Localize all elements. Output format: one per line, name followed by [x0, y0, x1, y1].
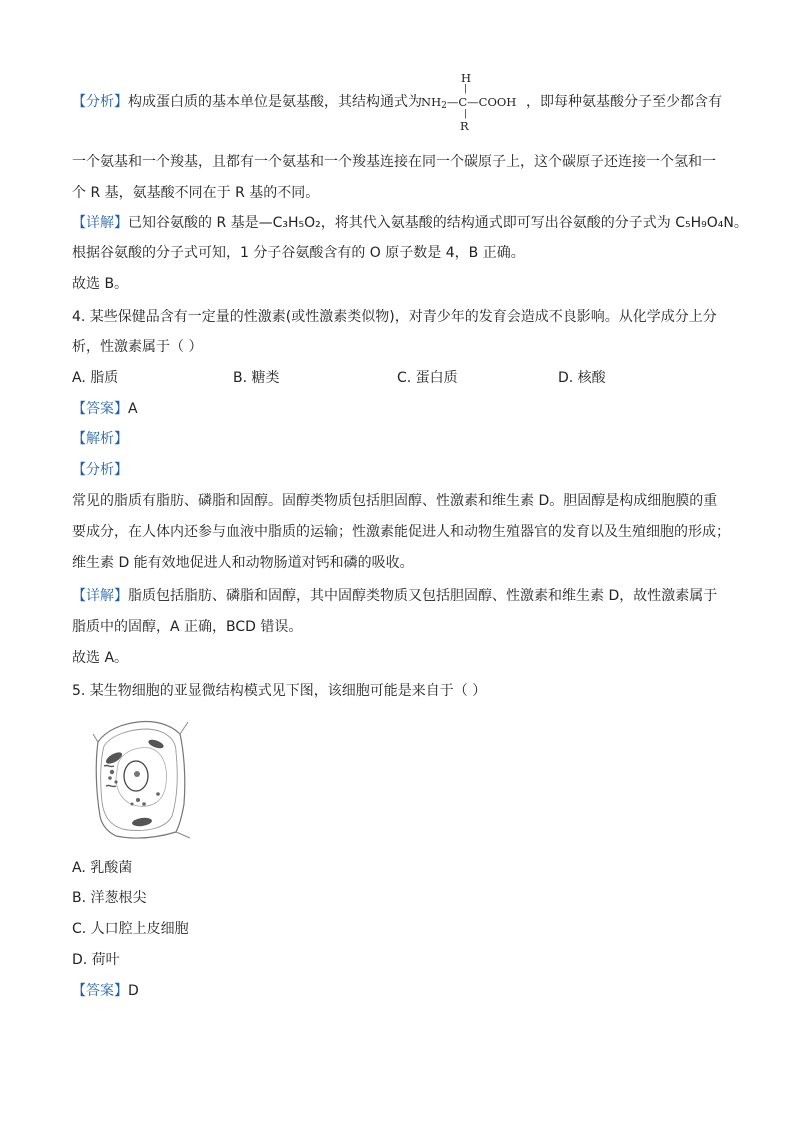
q4-analysis-line-2: 要成分，在人体内还参与血液中脂质的运输；性激素能促进人和动物生殖器官的发育以及生殖细胞的形成； [72, 524, 730, 540]
q4-detail-tag: 【详解】 [72, 588, 128, 604]
q4-detail-text-1: 脂质包括脂肪、磷脂和固醇，其中固醇类物质又包括胆固醇、性激素和维生素 D，故性激素属于 [128, 588, 718, 604]
q4-option-d: D. 核酸 [558, 370, 606, 386]
q4-conclusion: 故选 A。 [72, 650, 129, 666]
q5-answer-line [72, 981, 139, 1001]
formula-dash-1: — [446, 95, 459, 109]
formula-bond-up: | [464, 84, 468, 94]
formula-dash-2: — [467, 95, 479, 109]
formula-r: R [460, 119, 469, 133]
q5-option-a: A. 乳酸菌 [72, 860, 133, 876]
q3-analysis-line-3: 个 R 基，氨基酸不同在于 R 基的不同。 [72, 185, 320, 201]
q4-answer-line [72, 399, 138, 419]
formula-main-row [421, 96, 516, 113]
q3-detail-line-2: 根据谷氨酸的分子式可知，1 分子谷氨酸含有的 O 原子数是 4，B 正确。 [72, 245, 525, 261]
q4-answer-tag: 【答案】 [72, 401, 128, 417]
q3-detail-text-1: 已知谷氨酸的 R 基是—C₃H₅O₂，将其代入氨基酸的结构通式即可写出谷氨酸的分子式为 C₅H₉O₄N。 [128, 215, 748, 231]
q4-analysis-line-3: 维生素 D 能有效地促进人和动物肠道对钙和磷的吸收。 [72, 555, 414, 571]
q4-stem-line-2: 析，性激素属于（ ） [72, 339, 203, 355]
q3-detail-tag: 【详解】 [72, 215, 128, 231]
q3-analysis-tag: 【分析】 [72, 94, 128, 110]
q4-fenxi-tag: 【分析】 [72, 462, 128, 478]
q3-analysis-text-pre: 构成蛋白质的基本单位是氨基酸，其结构通式为 [128, 94, 422, 110]
q3-analysis-line-2: 一个氨基和一个羧基，且都有一个氨基和一个羧基连接在同一个碳原子上，这个碳原子还连接一个氢和一 [72, 154, 716, 170]
q4-detail-line-1 [72, 586, 717, 606]
formula-nh: NH [421, 95, 442, 109]
formula-cooh: COOH [478, 95, 517, 109]
q5-stem: 5. 某生物细胞的亚显微结构模式见下图，该细胞可能是来自于（ ） [72, 683, 487, 699]
q4-stem-line-1: 4. 某些保健品含有一定量的性激素(或性激素类似物)，对青少年的发育会造成不良影响。从化学成分上分 [72, 309, 717, 325]
formula-bond-down: | [464, 109, 468, 119]
q4-detail-line-2: 脂质中的固醇，A 正确，BCD 错误。 [72, 619, 303, 635]
formula-h: H [461, 71, 472, 85]
q3-conclusion: 故选 B。 [72, 276, 129, 292]
q3-detail-line-1 [72, 213, 748, 233]
q3-analysis-text-post: ，即每种氨基酸分子至少都含有 [526, 94, 722, 110]
q5-option-c: C. 人口腔上皮细胞 [72, 921, 189, 937]
q4-option-a: A. 脂质 [72, 370, 119, 386]
q4-option-b: B. 糖类 [233, 370, 280, 386]
q4-option-c: C. 蛋白质 [397, 370, 458, 386]
q5-answer-value: D [128, 983, 139, 999]
q5-option-b: B. 洋葱根尖 [72, 890, 147, 906]
q4-analysis-line-1: 常见的脂质有脂肪、磷脂和固醇。固醇类物质包括胆固醇、性激素和维生素 D。胆固醇是构成细胞膜的重 [72, 493, 718, 509]
q4-jiexi-tag: 【解析】 [72, 431, 128, 447]
q4-answer-value: A [128, 401, 138, 417]
formula-sub-2: 2 [441, 101, 447, 111]
q5-option-d: D. 荷叶 [72, 952, 120, 968]
formula-c: C [458, 95, 468, 109]
plant-cell-diagram [92, 712, 192, 844]
q3-analysis-line-1 [72, 92, 422, 112]
q5-answer-tag: 【答案】 [72, 983, 128, 999]
